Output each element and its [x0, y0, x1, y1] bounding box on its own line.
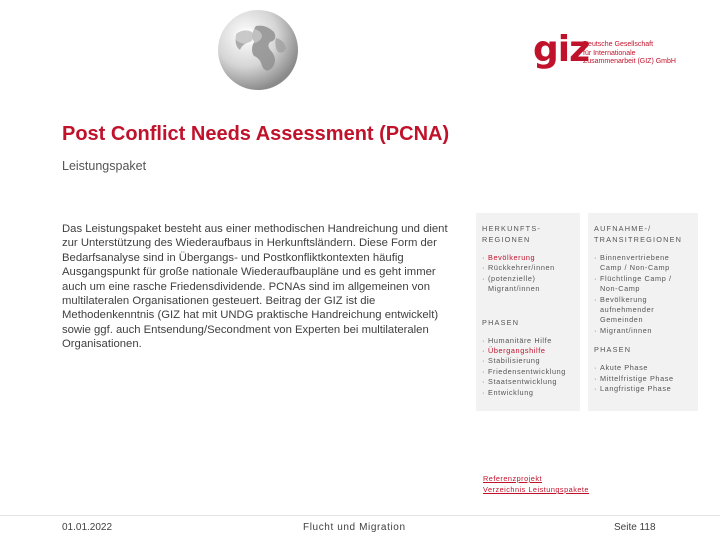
- list-item: · Friedensentwicklung: [482, 367, 574, 377]
- list-item: · Stabilisierung: [482, 356, 574, 366]
- logo-wordmark: [583, 41, 676, 67]
- reference-project-link[interactable]: Referenzprojekt: [483, 474, 543, 483]
- phases-list: [482, 336, 574, 398]
- host-transit-regions-panel: [588, 213, 698, 411]
- list-item: · Entwicklung: [482, 388, 574, 398]
- panel-heading: HERKUNFTS- REGIONEN: [482, 224, 542, 244]
- slide-title: Post Conflict Needs Assessment (PCNA): [62, 123, 450, 145]
- footer-divider: [0, 515, 720, 516]
- origin-regions-panel: [476, 213, 580, 411]
- list-item: · Langfristige Phase: [594, 384, 692, 394]
- globe-icon: [216, 8, 300, 92]
- list-item: · Bevölkerung aufnehmender Gemeinden: [594, 295, 692, 326]
- list-item: · Flüchtlinge Camp / Non-Camp: [594, 274, 692, 295]
- list-item: · Übergangshilfe: [482, 346, 574, 356]
- package-directory-link[interactable]: Verzeichnis Leistungspakete: [483, 485, 589, 494]
- target-group-list: [594, 253, 692, 336]
- footer-date: 01.01.2022: [62, 522, 113, 533]
- list-item: · Staatsentwicklung: [482, 377, 574, 387]
- phases-heading: PHASEN: [482, 317, 520, 327]
- phases-list: [594, 363, 692, 394]
- list-item: · Migrant/innen: [594, 326, 692, 336]
- list-item: · Rückkehrer/innen: [482, 263, 574, 273]
- logo-mark: giz: [533, 29, 590, 70]
- list-item: · Bevölkerung: [482, 253, 574, 263]
- logo-line: Zusammenarbeit (GIZ) GmbH: [583, 58, 676, 66]
- panel-heading: AUFNAHME-/ TRANSITREGIONEN: [594, 224, 683, 244]
- footer-topic: Flucht und Migration: [303, 522, 406, 533]
- page-number: Seite 118: [614, 522, 656, 533]
- logo-line: Deutsche Gesellschaft: [583, 41, 654, 48]
- target-group-list: [482, 253, 574, 295]
- phases-heading: PHASEN: [594, 345, 632, 355]
- reference-links: [483, 473, 589, 495]
- slide-subtitle: Leistungspaket: [62, 159, 147, 173]
- list-item: · (potenzielle) Migrant/innen: [482, 274, 574, 295]
- list-item: · Humanitäre Hilfe: [482, 336, 574, 346]
- body-paragraph: Das Leistungspaket besteht aus einer methodischen Handreichung und dient zur Unterstützung des Wiederaufbaus in Herkunftsländern. Diese Form der Bedarfsanalyse sind in Übergangs- und Postkonfliktkontexten häufig Ausgangspunkt für große nationale Wiederaufbaupläne und es geht immer auch um eine rasche Friedensdividende. PCNAs sind im allgemeinen von multilateralen Organisationen gesteuert. Beitrag der GIZ ist die Methodenkenntnis (GIZ hat mit UNDG praktische Handreichung entwickelt) sowie ggf. auch Entsendung/Secondment von Experten bei multilateralen Organisationen.: [62, 223, 448, 351]
- list-item: · Binnenvertriebene Camp / Non-Camp: [594, 253, 692, 274]
- list-item: · Mittelfristige Phase: [594, 374, 692, 384]
- logo-line: für Internationale: [583, 49, 636, 57]
- list-item: · Akute Phase: [594, 363, 692, 373]
